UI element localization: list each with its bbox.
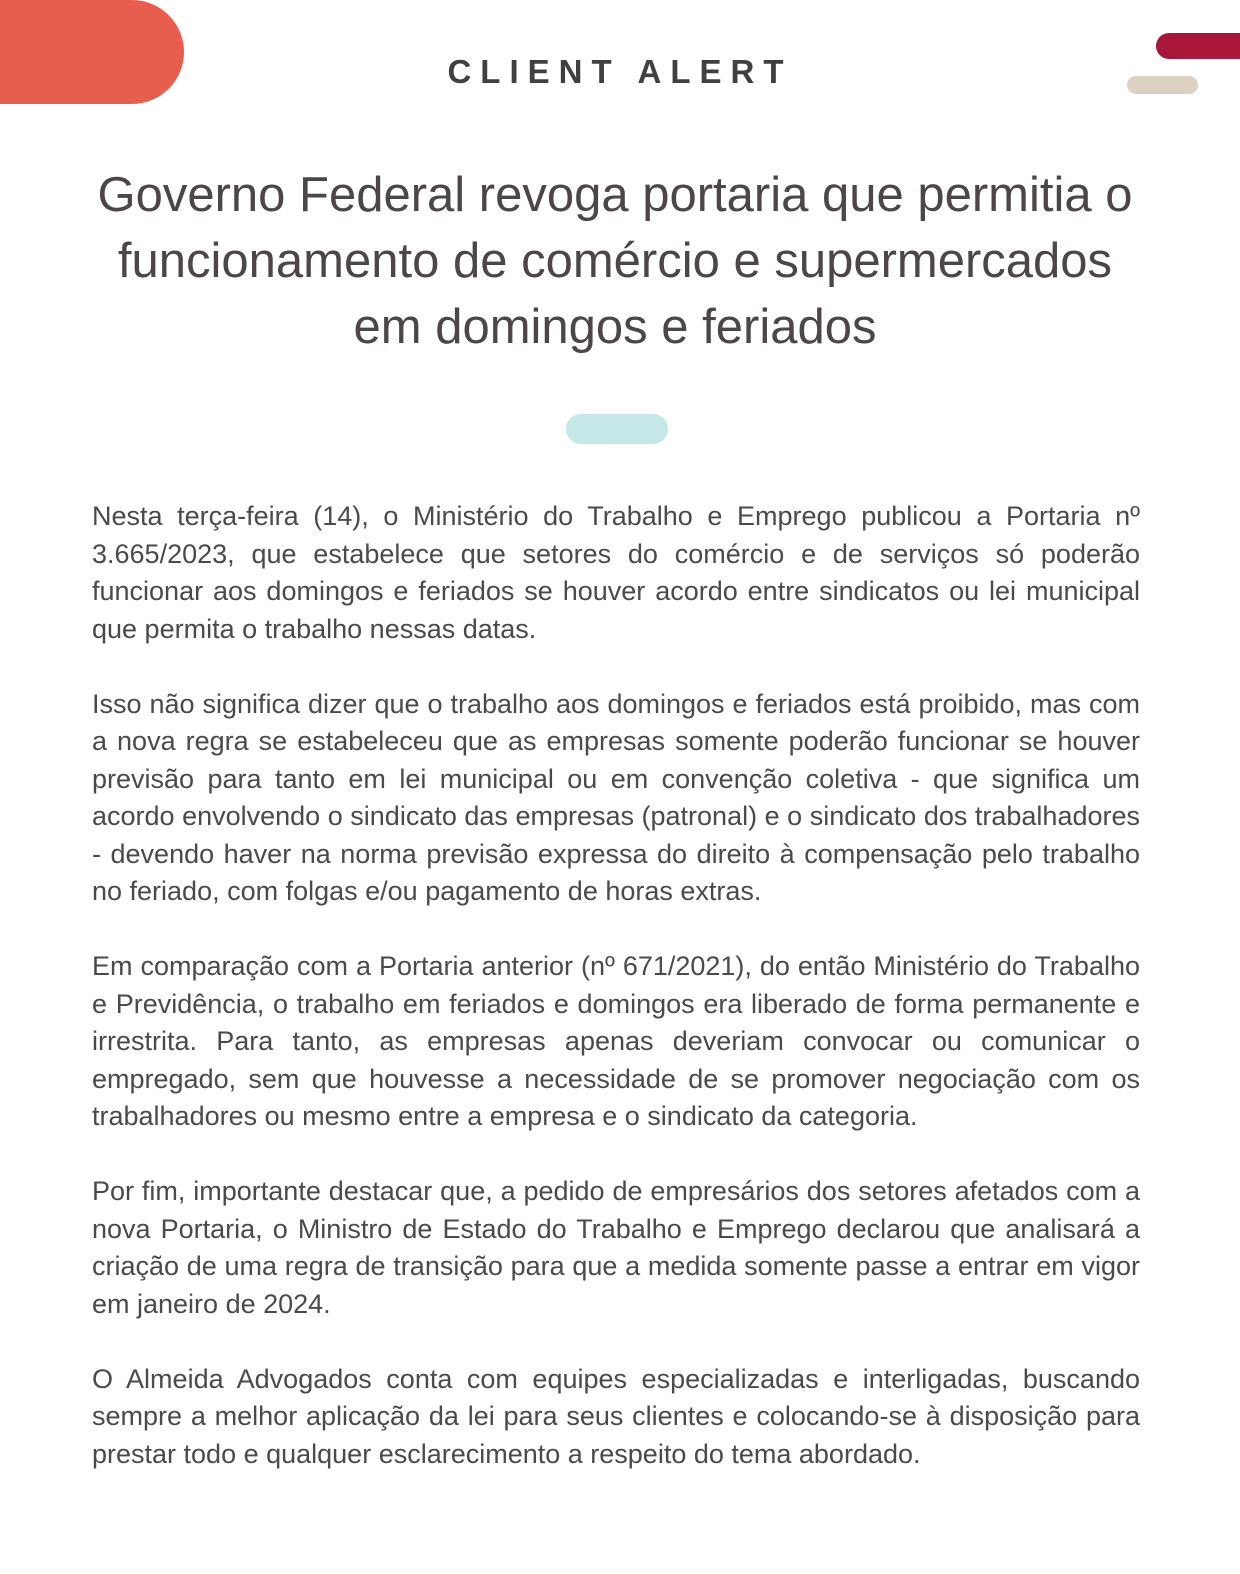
paragraph-3: Em comparação com a Portaria anterior (nº 671/2021), do então Ministério do Trabalho e Previdência, o trabalho em feriados e domingos era liberado de forma permanente e irrestrita. Para tanto, as empresas apenas deveriam convocar ou comunicar o empregado, sem que houvesse a necessidade de se promover negociação com os trabalhadores ou mesmo entre a empresa e o sindicato da categoria. — [92, 951, 1140, 1131]
title-divider-pill — [566, 414, 668, 444]
paragraph-5: O Almeida Advogados conta com equipes especializadas e interligadas, buscando sempre a melhor aplicação da lei para seus clientes e colocando-se à disposição para prestar todo e qualquer esclarecimento a respeito do tema abordado. — [92, 1363, 1140, 1469]
paragraph-1: Nesta terça-feira (14), o Ministério do Trabalho e Emprego publicou a Portaria nº 3.665/2023, que estabelece que setores do comércio e de serviços só poderão funcionar aos domingos e feriados se houver acordo entre sindicatos ou lei municipal que permita o trabalho nessas datas. — [92, 501, 1140, 644]
article-body — [92, 498, 1140, 1511]
article-title: Governo Federal revoga portaria que permitia o funcionamento de comércio e supermercados em domingos e feriados — [97, 168, 1133, 354]
paragraph-4: Por fim, importante destacar que, a pedido de empresários dos setores afetados com a nova Portaria, o Ministro de Estado do Trabalho e Emprego declarou que analisará a criação de uma regra de transição para que a medida somente passe a entrar em vigor em janeiro de 2024. — [92, 1176, 1140, 1319]
paragraph-2: Isso não significa dizer que o trabalho aos domingos e feriados está proibido, mas com a nova regra se estabeleceu que as empresas somente poderão funcionar se houver previsão para tanto em lei municipal ou em convenção coletiva - que significa um acordo envolvendo o sindicato das empresas (patronal) e o sindicato dos trabalhadores - devendo haver na norma previsão expressa do direito à compensação pelo trabalho no feriado, com folgas e/ou pagamento de horas extras. — [92, 688, 1140, 906]
client-alert-label: CLIENT ALERT — [447, 53, 793, 90]
